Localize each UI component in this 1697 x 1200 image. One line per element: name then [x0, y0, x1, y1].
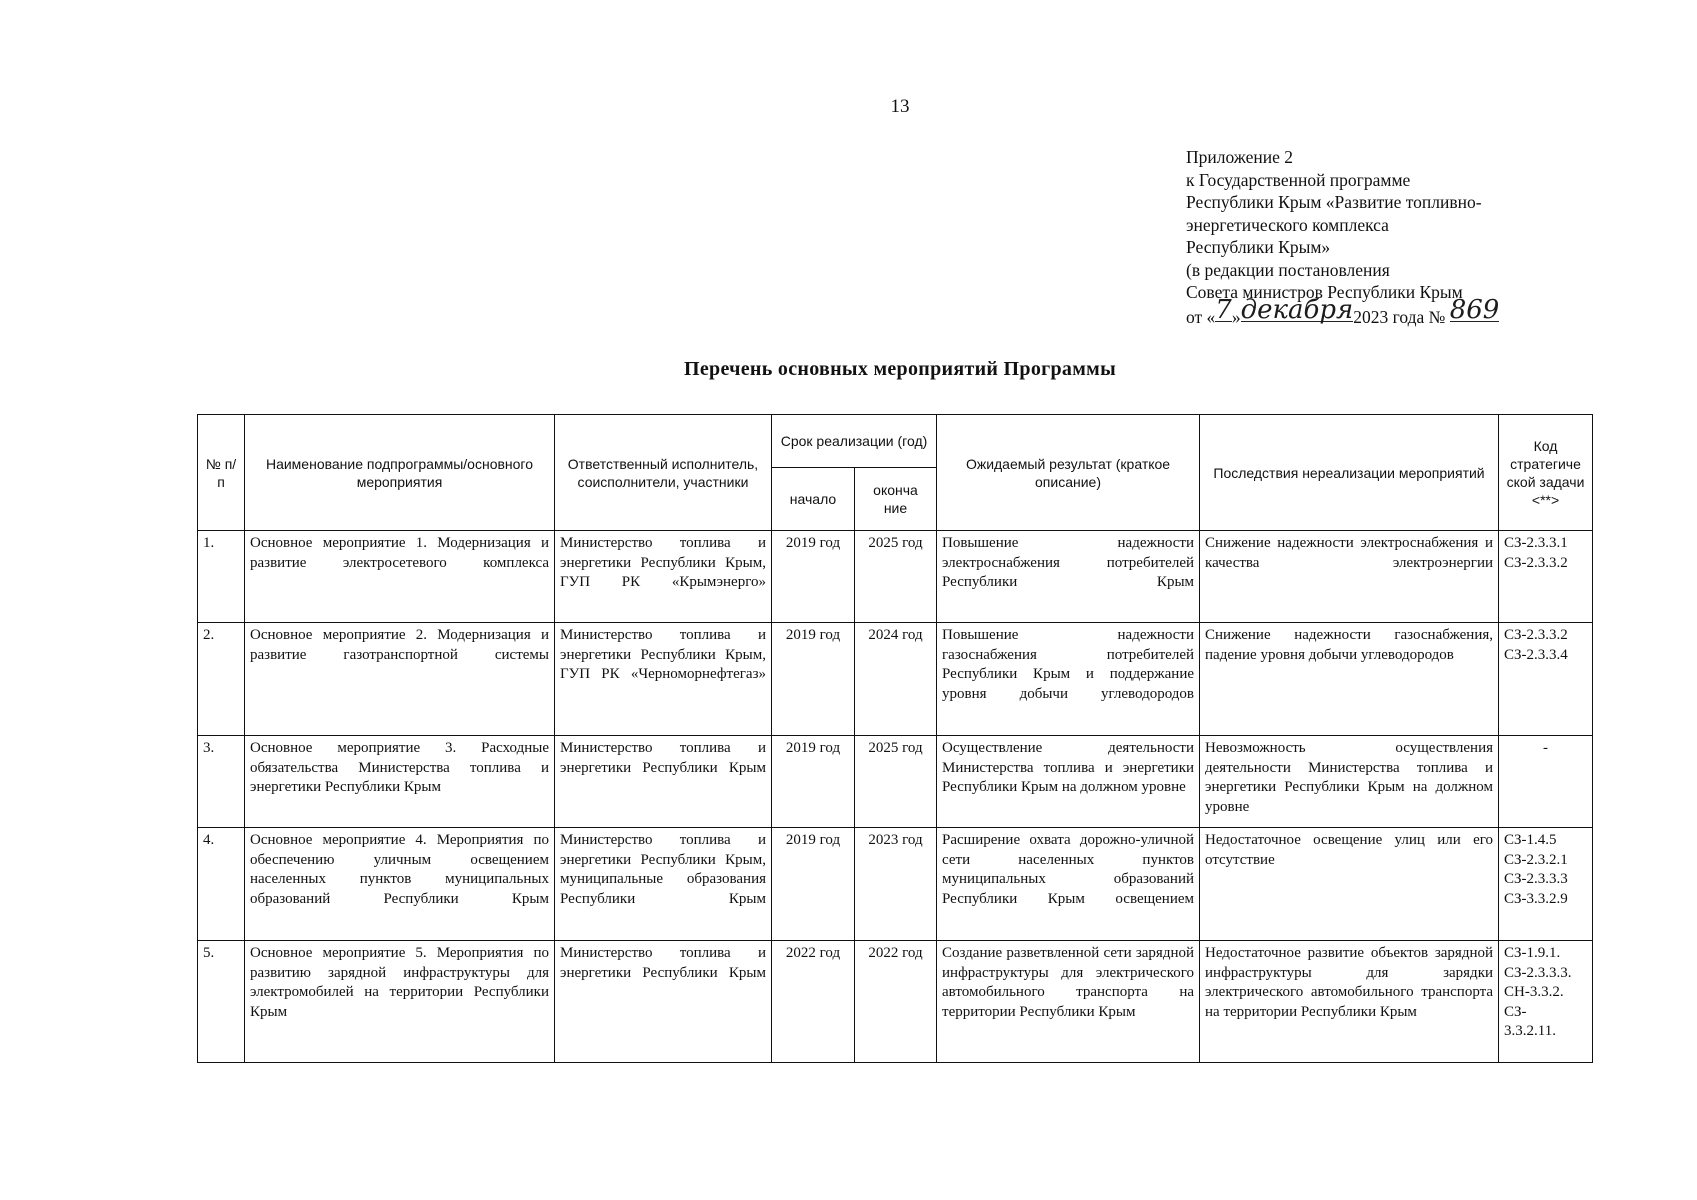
appendix-line: Приложение 2 — [1186, 147, 1294, 167]
handwritten-month: декабря — [1240, 294, 1354, 325]
row-consequences: Невозможность осуществления деятельности Министерства топлива и энергетики Республики Крым на должном уровне — [1200, 736, 1499, 828]
table-row — [198, 736, 1593, 828]
code-item: СЗ-2.3.3.4 — [1504, 646, 1568, 663]
date-prefix: от « — [1186, 306, 1216, 327]
date-separator: » — [1231, 306, 1241, 327]
row-result: Повышение надежности электроснабжения потребителей Республики Крым — [937, 531, 1200, 623]
appendix-note — [1186, 146, 1499, 328]
table-row — [198, 828, 1593, 941]
header-num: № п/п — [198, 415, 245, 531]
handwritten-number: 869 — [1449, 294, 1500, 325]
code-item: СЗ-1.4.5 — [1504, 832, 1557, 848]
code-item: СЗ-3.3.2.9 — [1504, 890, 1568, 907]
row-consequences: Снижение надежности газоснабжения, падение уровня добычи углеводородов — [1200, 623, 1499, 736]
header-start: начало — [772, 468, 855, 531]
row-codes — [1499, 941, 1593, 1063]
code-item: СЗ-2.3.3.2 — [1504, 627, 1568, 643]
row-start: 2019 год — [772, 736, 855, 828]
row-name: Основное мероприятие 1. Модернизация и развитие электросетевого комплекса — [245, 531, 555, 623]
row-result: Осуществление деятельности Министерства топлива и энергетики Республики Крым на должном уровне — [937, 736, 1200, 828]
appendix-line: Республики Крым» — [1186, 237, 1331, 257]
row-responsible: Министерство топлива и энергетики Республики Крым, муниципальные образования Республики Крым — [555, 828, 772, 941]
row-name: Основное мероприятие 5. Мероприятия по развитию зарядной инфраструктуры для электромобилей на территории Республики Крым — [245, 941, 555, 1063]
row-responsible: Министерство топлива и энергетики Республики Крым, ГУП РК «Черноморнефтегаз» — [555, 623, 772, 736]
header-end: оконча ние — [855, 468, 937, 531]
header-code: Код стратегиче ской задачи <**> — [1499, 415, 1593, 531]
row-result: Расширение охвата дорожно-уличной сети населенных пунктов муниципальных образований Республики Крым освещением — [937, 828, 1200, 941]
appendix-line: энергетического комплекса — [1186, 214, 1389, 235]
page-number: 13 — [890, 96, 910, 117]
code-item: СЗ-2.3.3.3. — [1504, 964, 1572, 981]
row-codes — [1499, 623, 1593, 736]
row-responsible: Министерство топлива и энергетики Республики Крым — [555, 941, 772, 1063]
row-result: Повышение надежности газоснабжения потребителей Республики Крым и поддержание уровня добычи углеводородов — [937, 623, 1200, 736]
document-title: Перечень основных мероприятий Программы — [684, 358, 1116, 380]
table-row — [198, 531, 1593, 623]
row-name: Основное мероприятие 3. Расходные обязательства Министерства топлива и энергетики Республики Крым — [245, 736, 555, 828]
row-codes — [1499, 828, 1593, 941]
row-consequences: Недостаточное освещение улиц или его отсутствие — [1200, 828, 1499, 941]
row-start: 2019 год — [772, 623, 855, 736]
code-item: СЗ-2.3.2.1 — [1504, 851, 1568, 868]
table-row — [198, 623, 1593, 736]
code-item: - — [1543, 740, 1549, 756]
row-codes — [1499, 736, 1593, 828]
row-end: 2025 год — [855, 736, 937, 828]
row-num: 3. — [198, 736, 245, 828]
appendix-line: Республики Крым «Развитие топливно- — [1186, 192, 1482, 212]
row-end: 2024 год — [855, 623, 937, 736]
row-responsible: Министерство топлива и энергетики Республики Крым — [555, 736, 772, 828]
row-num: 1. — [198, 531, 245, 623]
table-header-row — [198, 415, 1593, 468]
row-num: 4. — [198, 828, 245, 941]
code-item: СЗ-2.3.3.3 — [1504, 871, 1568, 887]
header-name: Наименование подпрограммы/основного мероприятия — [245, 415, 555, 531]
appendix-line: к Государственной программе — [1186, 169, 1411, 190]
appendix-date-line — [1186, 294, 1500, 329]
code-item: СЗ-2.3.3.1 — [1504, 535, 1568, 551]
row-codes — [1499, 531, 1593, 623]
handwritten-day: 7 — [1215, 294, 1232, 325]
code-item: 3.3.2.11. — [1504, 1023, 1556, 1039]
date-year-text: 2023 года № — [1353, 306, 1446, 327]
row-end: 2023 год — [855, 828, 937, 941]
code-item: СЗ-1.9.1. — [1504, 945, 1561, 961]
row-consequences: Недостаточное развитие объектов зарядной инфраструктуры для зарядки электрического автомобильного транспорта на территории Республики Крым — [1200, 941, 1499, 1063]
code-item: СЗ-2.3.3.2 — [1504, 554, 1568, 571]
code-item: СЗ- — [1504, 1003, 1527, 1020]
appendix-line: Совета министров Республики Крым — [1186, 282, 1463, 302]
appendix-line: (в редакции постановления — [1186, 259, 1390, 280]
row-responsible: Министерство топлива и энергетики Республики Крым, ГУП РК «Крымэнерго» — [555, 531, 772, 623]
row-num: 2. — [198, 623, 245, 736]
header-consequences: Последствия нереализации мероприятий — [1200, 415, 1499, 531]
row-name: Основное мероприятие 2. Модернизация и развитие газотранспортной системы — [245, 623, 555, 736]
row-name: Основное мероприятие 4. Мероприятия по обеспечению уличным освещением населенных пунктов муниципальных образований Республики Крым — [245, 828, 555, 941]
row-start: 2022 год — [772, 941, 855, 1063]
row-result: Создание разветвленной сети зарядной инфраструктуры для электрического автомобильного транспорта на территории Республики Крым — [937, 941, 1200, 1063]
row-start: 2019 год — [772, 531, 855, 623]
row-end: 2022 год — [855, 941, 937, 1063]
header-result: Ожидаемый результат (краткое описание) — [937, 415, 1200, 531]
header-period: Срок реализации (год) — [772, 415, 937, 468]
header-responsible: Ответственный исполнитель, соисполнители, участники — [555, 415, 772, 531]
code-item: СН-3.3.2. — [1504, 984, 1564, 1000]
row-start: 2019 год — [772, 828, 855, 941]
row-num: 5. — [198, 941, 245, 1063]
row-end: 2025 год — [855, 531, 937, 623]
table-row — [198, 941, 1593, 1063]
measures-table — [197, 414, 1593, 1063]
row-consequences: Снижение надежности электроснабжения и качества электроэнергии — [1200, 531, 1499, 623]
